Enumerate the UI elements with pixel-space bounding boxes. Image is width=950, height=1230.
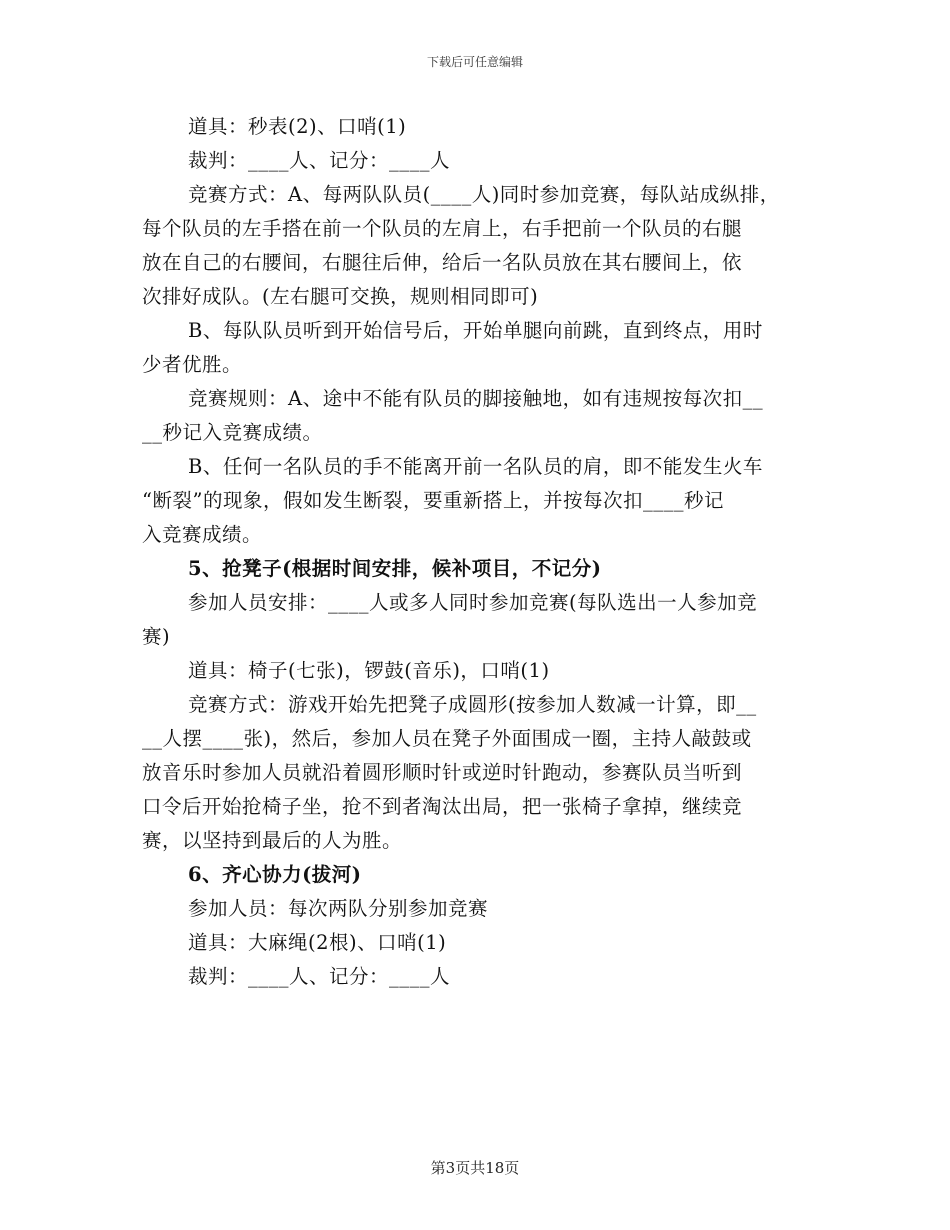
- text-line: 竞赛方式：游戏开始先把凳子成圆形(按参加人数减一计算，即__: [188, 693, 757, 716]
- text-line: 裁判：____人、记分：____人: [188, 965, 451, 988]
- text-line: 裁判：____人、记分：____人: [188, 149, 451, 172]
- page-header: 下载后可任意编辑: [426, 55, 523, 69]
- text-line: 参加人员安排：____人或多人同时参加竞赛(每队选出一人参加竞: [188, 591, 758, 614]
- document-body: [142, 110, 822, 994]
- text-line: 每个队员的左手搭在前一个队员的左肩上，右手把前一个队员的右腿: [142, 217, 743, 240]
- text-line: 参加人员：每次两队分别参加竞赛: [188, 897, 489, 920]
- text-line: 口令后开始抢椅子坐，抢不到者淘汰出局，把一张椅子拿掉，继续竞: [142, 795, 743, 818]
- text-line: B、任何一名队员的手不能离开前一名队员的肩，即不能发生火车: [188, 455, 763, 478]
- text-line: 竞赛方式：A、每两队队员(____人)同时参加竞赛，每队站成纵排，: [188, 183, 780, 206]
- text-line: __人摆____张)，然后，参加人员在凳子外面围成一圈，主持人敲鼓或: [142, 727, 752, 750]
- text-line: 道具：秒表(2)、口哨(1): [188, 115, 407, 138]
- text-line: “断裂”的现象，假如发生断裂，要重新搭上，并按每次扣____秒记: [142, 489, 724, 512]
- text-line: 赛，以坚持到最后的人为胜。: [142, 829, 403, 852]
- text-line: 道具：大麻绳(2根)、口哨(1): [188, 931, 447, 954]
- text-line: 入竞赛成绩。: [142, 523, 263, 546]
- text-line: 放音乐时参加人员就沿着圆形顺时针或逆时针跑动，参赛队员当听到: [142, 761, 743, 784]
- section-heading: 5、抢凳子(根据时间安排，候补项目，不记分): [188, 557, 602, 580]
- text-line: 少者优胜。: [142, 353, 243, 376]
- text-line: __秒记入竞赛成绩。: [142, 421, 323, 444]
- text-line: 竞赛规则：A、途中不能有队员的脚接触地，如有违规按每次扣__: [188, 387, 764, 410]
- text-line: 次排好成队。(左右腿可交换，规则相同即可): [142, 285, 539, 308]
- text-line: 放在自己的右腰间，右腿往后伸，给后一名队员放在其右腰间上，依: [142, 251, 743, 274]
- section-heading: 6、齐心协力(拔河): [188, 863, 362, 886]
- page-footer: 第3页共18页: [430, 1159, 520, 1177]
- text-line: B、每队队员听到开始信号后，开始单腿向前跳，直到终点，用时: [188, 319, 763, 342]
- text-line: 道具：椅子(七张)，锣鼓(音乐)，口哨(1): [188, 659, 550, 682]
- text-line: 赛): [142, 625, 171, 648]
